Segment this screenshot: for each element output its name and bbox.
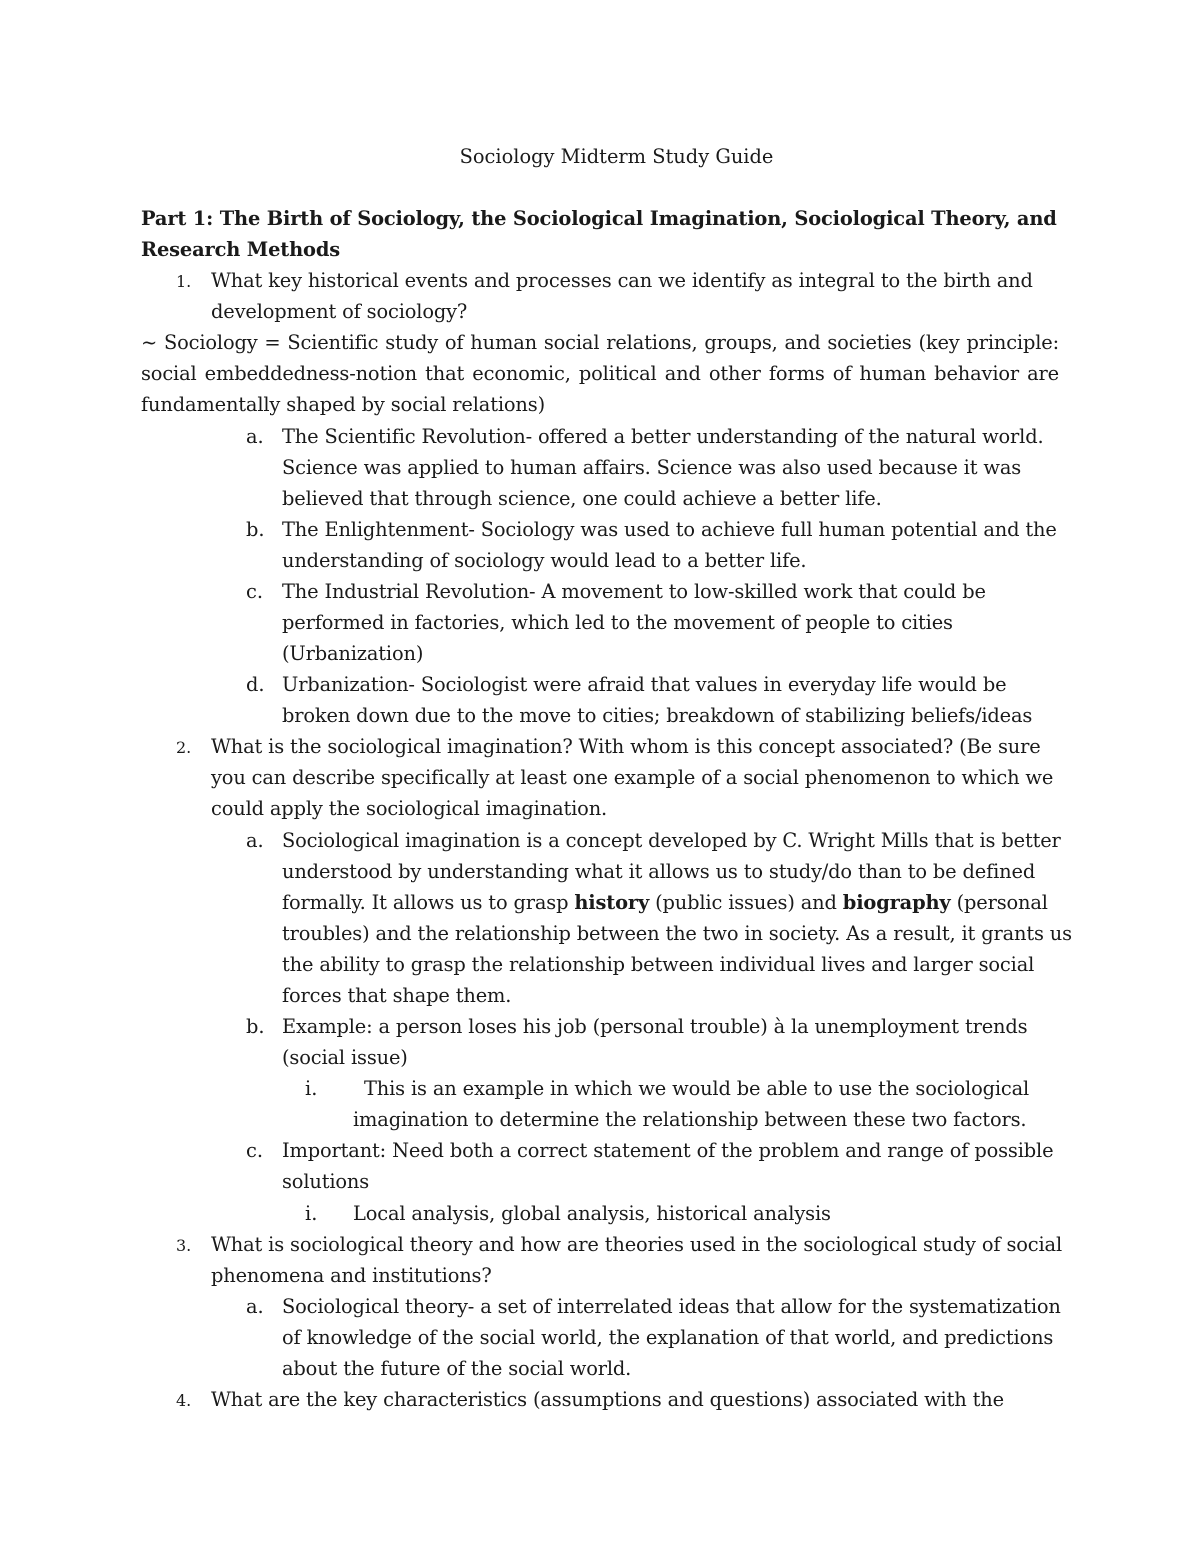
q2b-line2: (social issue) <box>282 1046 408 1069</box>
q1-line1: What key historical events and processes can we identify as integral to the birth and <box>211 269 1033 292</box>
q2a-marker: a. <box>246 829 264 852</box>
q2-marker: 2. <box>176 738 192 757</box>
q2b-line1: Example: a person loses his job (personal trouble) à la unemployment trends <box>282 1015 1028 1038</box>
q2-line2: you can describe specifically at least one example of a social phenomenon to which we <box>211 766 1054 789</box>
q1a-line2: Science was applied to human affairs. Science was also used because it was <box>282 456 1022 479</box>
q1b-marker: b. <box>246 518 265 541</box>
q2b-marker: b. <box>246 1015 265 1038</box>
sociology-definition-line2: social embeddedness-notion that economic, political and other forms of human behavior are <box>141 362 1059 385</box>
q1a-line3: believed that through science, one could achieve a better life. <box>282 487 882 510</box>
q2a-line3-middle: (public issues) and <box>649 891 843 914</box>
q3a-line1: Sociological theory- a set of interrelated ideas that allow for the systematization <box>282 1295 1061 1318</box>
sociology-definition-line3: fundamentally shaped by social relations) <box>141 393 545 416</box>
q3-line1: What is sociological theory and how are theories used in the sociological study of social <box>211 1233 1062 1256</box>
q1c-marker: c. <box>246 580 264 603</box>
q2c-line1: Important: Need both a correct statement of the problem and range of possible <box>282 1139 1054 1162</box>
q2a-line5: the ability to grasp the relationship between individual lives and larger social <box>282 953 1035 976</box>
q1a-line1: The Scientific Revolution- offered a better understanding of the natural world. <box>282 425 1044 448</box>
history-term: history <box>574 891 650 914</box>
q3a-marker: a. <box>246 1295 264 1318</box>
part1-heading-line2: Research Methods <box>141 238 341 261</box>
q2a-line4: troubles) and the relationship between the two in society. As a result, it grants us <box>282 922 1072 945</box>
q2b-i-line2: imagination to determine the relationship between these two factors. <box>353 1108 1027 1131</box>
q4-marker: 4. <box>176 1391 192 1410</box>
sociology-definition-line1: ~ Sociology = Scientific study of human social relations, groups, and societies (key principle: <box>141 331 1059 354</box>
q2c-marker: c. <box>246 1139 264 1162</box>
q2a-line2: understood by understanding what it allows us to study/do than to be defined <box>282 860 1036 883</box>
q1a-marker: a. <box>246 425 264 448</box>
q2c-i-marker: i. <box>305 1202 318 1225</box>
q2b-i-marker: i. <box>305 1077 318 1100</box>
q3-line2: phenomena and institutions? <box>211 1264 492 1287</box>
q3a-line2: of knowledge of the social world, the explanation of that world, and predictions <box>282 1326 1054 1349</box>
q3-marker: 3. <box>176 1236 192 1255</box>
biography-term: biography <box>842 891 951 914</box>
q1c-line1: The Industrial Revolution- A movement to low-skilled work that could be <box>282 580 986 603</box>
q2c-i-line1: Local analysis, global analysis, historical analysis <box>353 1202 831 1225</box>
q4-line1: What are the key characteristics (assumptions and questions) associated with the <box>211 1388 1004 1411</box>
q3a-line3: about the future of the social world. <box>282 1357 632 1380</box>
q1d-marker: d. <box>246 673 265 696</box>
q1c-line2: performed in factories, which led to the movement of people to cities <box>282 611 953 634</box>
q1b-line1: The Enlightenment- Sociology was used to achieve full human potential and the <box>282 518 1057 541</box>
q1-line2: development of sociology? <box>211 300 468 323</box>
q2a-line3-start: formally. It allows us to grasp <box>282 891 575 914</box>
q1b-line2: understanding of sociology would lead to a better life. <box>282 549 807 572</box>
q1-marker: 1. <box>176 272 192 291</box>
document-title: Sociology Midterm Study Guide <box>459 145 774 168</box>
q2-line1: What is the sociological imagination? With whom is this concept associated? (Be sure <box>211 735 1041 758</box>
q2a-line1: Sociological imagination is a concept developed by C. Wright Mills that is better <box>282 829 1061 852</box>
q1d-line1: Urbanization- Sociologist were afraid that values in everyday life would be <box>282 673 1007 696</box>
q2a-line3 <box>282 887 1048 918</box>
part1-heading-line1: Part 1: The Birth of Sociology, the Sociological Imagination, Sociological Theory, and <box>141 207 1057 230</box>
q1c-line3: (Urbanization) <box>282 642 424 665</box>
q2c-line2: solutions <box>282 1170 370 1193</box>
q2a-line3-end: (personal <box>950 891 1048 914</box>
q1d-line2: broken down due to the move to cities; breakdown of stabilizing beliefs/ideas <box>282 704 1033 727</box>
q2b-i-line1: This is an example in which we would be able to use the sociological <box>364 1077 1030 1100</box>
q2a-line6: forces that shape them. <box>282 984 512 1007</box>
q2-line3: could apply the sociological imagination. <box>211 797 608 820</box>
